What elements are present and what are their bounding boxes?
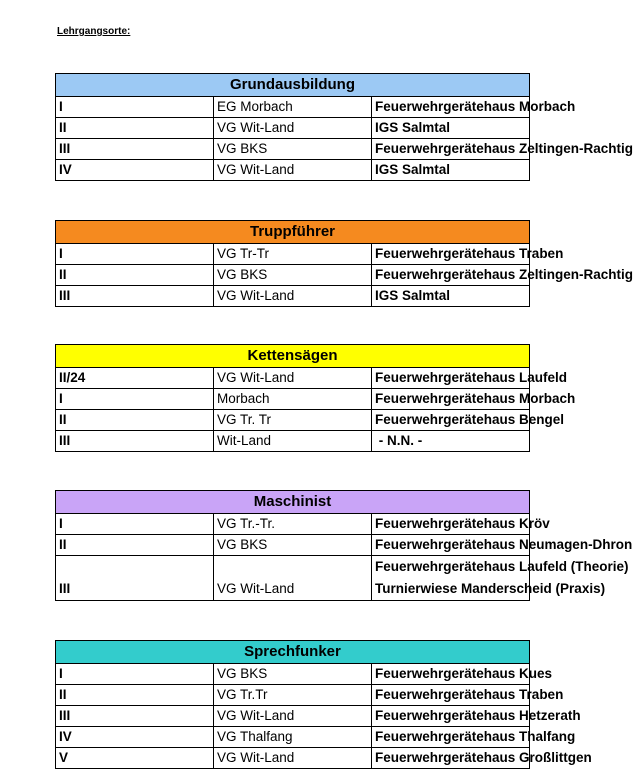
table-row xyxy=(56,535,530,556)
course-number: V xyxy=(56,748,214,769)
unit-cell: VG Wit-Land xyxy=(214,160,372,181)
unit-text: VG Wit-Land xyxy=(217,581,295,596)
course-number: III xyxy=(56,431,214,452)
course-number: IV xyxy=(56,727,214,748)
course-number: II xyxy=(56,410,214,431)
table-row xyxy=(56,368,530,389)
location-cell: Feuerwehrgerätehaus Zeltingen-Rachtig xyxy=(372,265,530,286)
table-row xyxy=(56,97,530,118)
table-row xyxy=(56,556,530,601)
table-row xyxy=(56,286,530,307)
location-cell: Feuerwehrgerätehaus Bengel xyxy=(372,410,530,431)
unit-cell: VG Wit-Land xyxy=(214,118,372,139)
location-cell: Feuerwehrgerätehaus Kröv xyxy=(372,514,530,535)
course-number: I xyxy=(56,664,214,685)
table-row xyxy=(56,389,530,410)
table-row xyxy=(56,431,530,452)
course-number-text: III xyxy=(59,581,71,596)
course-number: II xyxy=(56,265,214,286)
unit-cell: VG Thalfang xyxy=(214,727,372,748)
course-number: II xyxy=(56,685,214,706)
unit-cell: VG Wit-Land xyxy=(214,748,372,769)
course-table-maschinist xyxy=(55,490,633,601)
course-number: I xyxy=(56,244,214,265)
unit-cell: VG Tr. Tr xyxy=(214,410,372,431)
unit-cell: EG Morbach xyxy=(214,97,372,118)
table-row xyxy=(56,664,530,685)
table-row xyxy=(56,139,530,160)
table-row xyxy=(56,685,530,706)
unit-cell xyxy=(214,556,372,601)
course-number: II/24 xyxy=(56,368,214,389)
course-number: III xyxy=(56,286,214,307)
table-row xyxy=(56,706,530,727)
section-title: Grundausbildung xyxy=(56,74,530,97)
location-cell: Feuerwehrgerätehaus Neumagen-Dhron xyxy=(372,535,530,556)
table-row xyxy=(56,160,530,181)
location-cell: IGS Salmtal xyxy=(372,286,530,307)
location-cell: Feuerwehrgerätehaus Zeltingen-Rachtig xyxy=(372,139,530,160)
section-title: Maschinist xyxy=(56,491,530,514)
unit-cell: VG Wit-Land xyxy=(214,706,372,727)
location-cell: Feuerwehrgerätehaus Thalfang xyxy=(372,727,530,748)
location-cell: IGS Salmtal xyxy=(372,118,530,139)
location-cell: Feuerwehrgerätehaus Großlittgen xyxy=(372,748,530,769)
table-row xyxy=(56,514,530,535)
table-row xyxy=(56,410,530,431)
course-table-sprechfunker xyxy=(55,640,592,769)
unit-cell: VG Tr.Tr xyxy=(214,685,372,706)
table-row xyxy=(56,727,530,748)
course-number: I xyxy=(56,97,214,118)
course-number: II xyxy=(56,118,214,139)
section-title: Truppführer xyxy=(56,221,530,244)
unit-cell: VG BKS xyxy=(214,664,372,685)
unit-cell: VG BKS xyxy=(214,139,372,160)
course-number: III xyxy=(56,139,214,160)
location-cell: Feuerwehrgerätehaus Morbach xyxy=(372,97,530,118)
table-row xyxy=(56,265,530,286)
course-table-kettensaegen xyxy=(55,344,576,452)
unit-cell: VG Wit-Land xyxy=(214,286,372,307)
unit-cell: Wit-Land xyxy=(214,431,372,452)
location-cell: Feuerwehrgerätehaus Hetzerath xyxy=(372,706,530,727)
course-number: II xyxy=(56,535,214,556)
page-heading: Lehrgangsorte: xyxy=(57,26,131,37)
location-cell: Feuerwehrgerätehaus Traben xyxy=(372,685,530,706)
section-title: Kettensägen xyxy=(56,345,530,368)
unit-cell: VG BKS xyxy=(214,265,372,286)
location-cell xyxy=(372,556,629,601)
course-number: IV xyxy=(56,160,214,181)
unit-cell: VG Wit-Land xyxy=(214,368,372,389)
location-cell: Feuerwehrgerätehaus Traben xyxy=(372,244,530,265)
table-row xyxy=(56,244,530,265)
course-number: III xyxy=(56,706,214,727)
unit-cell: Morbach xyxy=(214,389,372,410)
course-table-grundausbildung xyxy=(55,73,633,181)
location-cell: IGS Salmtal xyxy=(372,160,530,181)
course-table-truppfuehrer xyxy=(55,220,633,307)
location-cell: - N.N. - xyxy=(372,431,530,452)
location-cell: Feuerwehrgerätehaus Morbach xyxy=(372,389,530,410)
course-number: I xyxy=(56,389,214,410)
section-title: Sprechfunker xyxy=(56,641,530,664)
location-theory: Feuerwehrgerätehaus Laufeld (Theorie) xyxy=(375,559,629,574)
table-row xyxy=(56,118,530,139)
unit-cell: VG Tr.-Tr. xyxy=(214,514,372,535)
unit-cell: VG BKS xyxy=(214,535,372,556)
table-row xyxy=(56,748,530,769)
location-cell: Feuerwehrgerätehaus Laufeld xyxy=(372,368,530,389)
location-practice: Turnierwiese Manderscheid (Praxis) xyxy=(375,581,606,596)
unit-cell: VG Tr-Tr xyxy=(214,244,372,265)
course-number xyxy=(56,556,214,601)
location-cell: Feuerwehrgerätehaus Kues xyxy=(372,664,530,685)
course-number: I xyxy=(56,514,214,535)
